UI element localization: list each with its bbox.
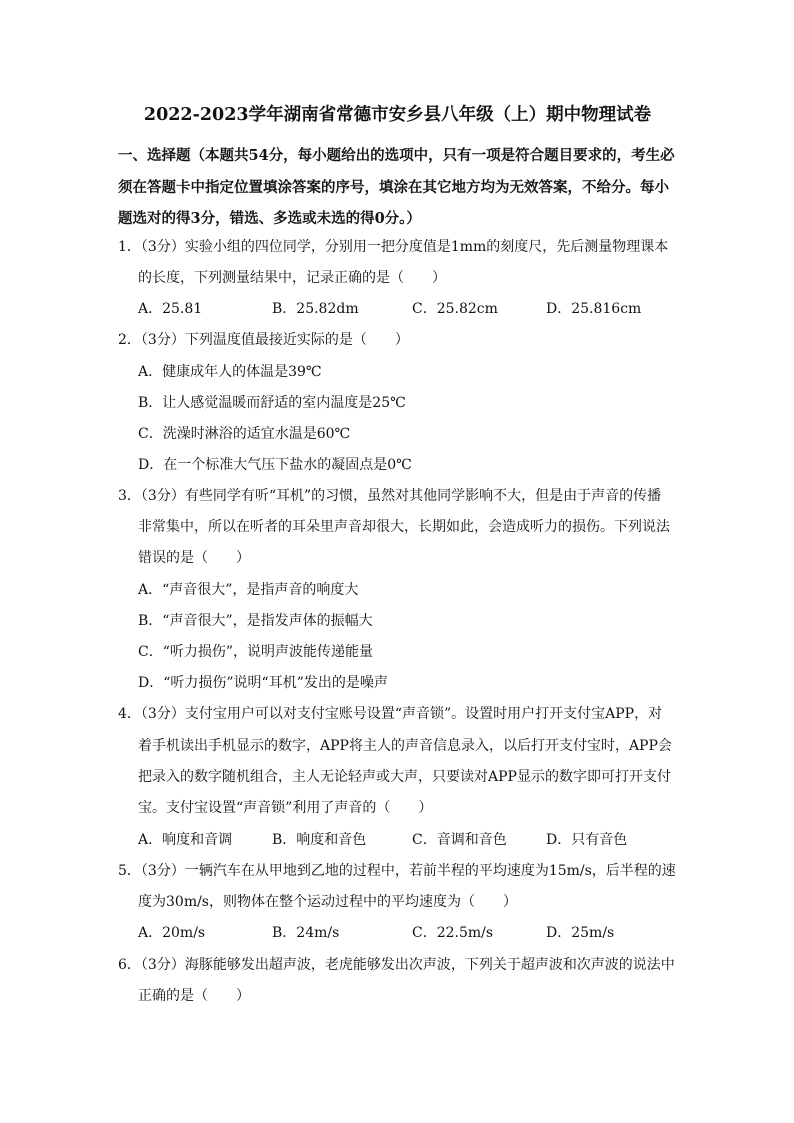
question-4-option-b: B．响度和音色 bbox=[272, 832, 367, 848]
question-1-option-c: C．25.82cm bbox=[412, 301, 498, 317]
question-5-line-1: 5．（3分）一辆汽车在从甲地到乙地的过程中，若前半程的平均速度为15m/s，后半程的速 bbox=[118, 863, 676, 879]
page-title: 2022-2023学年湖南省常德市安乡县八年级（上）期中物理试卷 bbox=[143, 105, 652, 125]
question-3-option-c: C．“听力损伤”，说明声波能传递能量 bbox=[138, 644, 374, 660]
question-1-line-2: 的长度，下列测量结果中，记录正确的是（ ） bbox=[138, 270, 446, 286]
question-4-line-3: 把录入的数字随机组合，主人无论轻声或大声，只要读对APP显示的数字即可打开支付 bbox=[138, 769, 671, 785]
question-4-option-c: C．音调和音色 bbox=[412, 832, 507, 848]
question-3-option-a: A．“声音很大”，是指声音的响度大 bbox=[138, 582, 359, 598]
question-4-line-2: 着手机读出手机显示的数字，APP将主人的声音信息录入，以后打开支付宝时，APP会 bbox=[138, 738, 672, 754]
question-4-option-d: D．只有音色 bbox=[546, 832, 628, 848]
question-4-line-1: 4．（3分）支付宝用户可以对支付宝账号设置“声音锁”。设置时用户打开支付宝APP，对 bbox=[118, 706, 663, 722]
question-3-option-d: D．“听力损伤”说明“耳机”发出的是噪声 bbox=[138, 675, 388, 691]
question-3-option-b: B．“声音很大”，是指发声体的振幅大 bbox=[138, 613, 373, 629]
question-2-option-d: D．在一个标准大气压下盐水的凝固点是0℃ bbox=[138, 457, 412, 473]
question-1-line-1: 1．（3分）实验小组的四位同学，分别用一把分度值是1mm的刻度尺，先后测量物理课本 bbox=[118, 239, 669, 255]
question-6-line-2: 正确的是（ ） bbox=[138, 988, 250, 1004]
question-2-option-a: A．健康成年人的体温是39℃ bbox=[138, 364, 322, 380]
question-1-option-a: A．25.81 bbox=[138, 301, 203, 317]
question-6-line-1: 6．（3分）海豚能够发出超声波，老虎能够发出次声波，下列关于超声波和次声波的说法中 bbox=[118, 957, 675, 973]
question-3-line-3: 错误的是（ ） bbox=[138, 550, 250, 566]
question-5-option-d: D．25m/s bbox=[546, 925, 615, 941]
question-5-line-2: 度为30m/s，则物体在整个运动过程中的平均速度为（ ） bbox=[138, 894, 517, 910]
question-2-option-b: B．让人感觉温暖而舒适的室内温度是25℃ bbox=[138, 395, 406, 411]
question-2-line-1: 2．（3分）下列温度值最接近实际的是（ ） bbox=[118, 332, 409, 348]
section-heading: 一、选择题（本题共54分，每小题给出的选项中，只有一项是符合题目要求的，考生必须在答题卡中指定位置填涂答案的序号，填涂在其它地方均为无效答案，不给分。每小题选对的得3分，错选、多选或未选的得0分。） bbox=[118, 147, 675, 227]
question-3-line-1: 3．（3分）有些同学有听“耳机”的习惯，虽然对其他同学影响不大，但是由于声音的传播 bbox=[118, 488, 662, 504]
question-5-option-c: C．22.5m/s bbox=[412, 925, 494, 941]
question-5-option-b: B．24m/s bbox=[272, 925, 340, 941]
question-4-option-a: A．响度和音调 bbox=[138, 832, 233, 848]
question-1-option-d: D．25.816cm bbox=[546, 301, 642, 317]
question-3-line-2: 非常集中，所以在听者的耳朵里声音却很大，长期如此，会造成听力的损伤。下列说法 bbox=[138, 519, 670, 535]
question-4-line-4: 宝。支付宝设置“声音锁”利用了声音的（ ） bbox=[138, 800, 433, 816]
question-1-option-b: B．25.82dm bbox=[272, 301, 359, 317]
question-5-option-a: A．20m/s bbox=[138, 925, 206, 941]
question-2-option-c: C．洗澡时淋浴的适宜水温是60℃ bbox=[138, 426, 351, 442]
